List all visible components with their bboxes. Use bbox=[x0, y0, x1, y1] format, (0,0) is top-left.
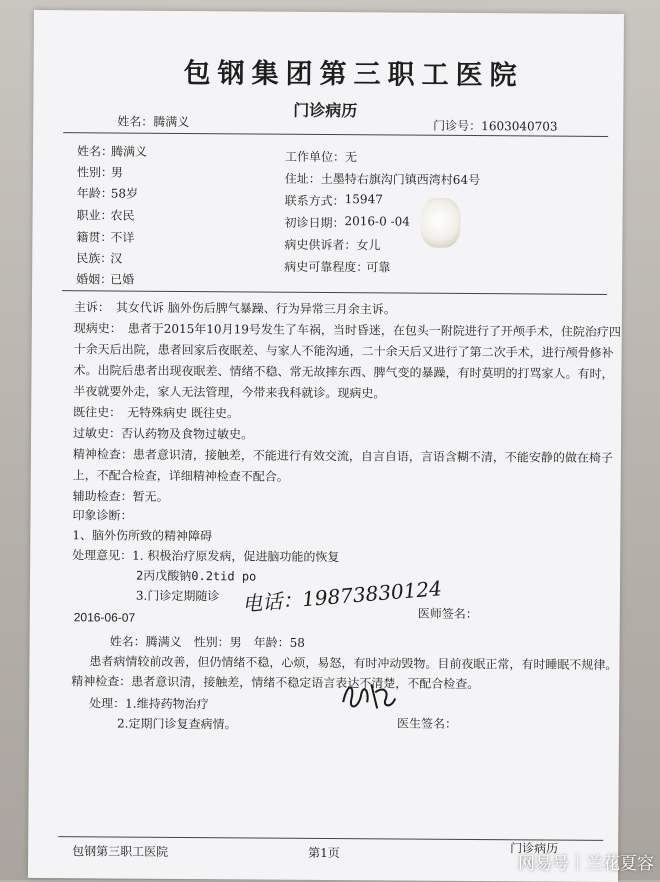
info-label: 初诊日期： bbox=[284, 215, 345, 231]
treatment-plan: 3.门诊定期随诊 bbox=[135, 588, 220, 604]
info-value: 15947 bbox=[344, 192, 383, 207]
info-label: 性别： bbox=[76, 165, 113, 180]
past-history: 既往史： 无特殊病史 既往史。 bbox=[73, 405, 240, 421]
paper-stain bbox=[420, 198, 460, 248]
info-value: 可靠 bbox=[366, 260, 391, 275]
followup-mental-exam: 精神检查：患者意识清，接触差，情绪不稳定语言表达不清楚，不配合检查。 bbox=[71, 674, 480, 692]
clinic-number: 门诊号：1603040703 bbox=[433, 118, 558, 134]
info-label: 职业： bbox=[76, 208, 113, 223]
doctor-handwritten-signature bbox=[337, 672, 401, 718]
info-value: 女儿 bbox=[356, 238, 381, 253]
doctor-signature-label: 医生签名： bbox=[396, 716, 458, 731]
followup-patient-line: 姓名：腾满义 性别：男 年龄：58 bbox=[109, 634, 305, 650]
mental-exam-line: 上，不配合检查，详细精神检查不配合。 bbox=[72, 468, 289, 484]
info-value: 2016-0 -04 bbox=[344, 214, 410, 229]
info-label: 婚姻： bbox=[76, 272, 113, 287]
header-name: 姓名：腾满义 bbox=[117, 114, 190, 130]
present-history-line: 术。出院后患者出现夜眠差、情绪不稳、常无故摔东西、脾气变的暴躁，有时莫明的打骂家人。有时， bbox=[73, 363, 614, 381]
info-label: 籍贯： bbox=[76, 230, 113, 245]
info-value: 农民 bbox=[110, 208, 135, 223]
info-label: 联系方式： bbox=[284, 193, 345, 209]
info-value: 58岁 bbox=[110, 186, 139, 201]
handwritten-phone: 电话：19873830124 bbox=[241, 576, 443, 617]
info-value: 无 bbox=[344, 150, 358, 165]
medical-record-paper bbox=[28, 10, 624, 882]
present-history-line: 现病史： 患者于2015年10月19号发生了车祸，当时昏迷，在包头一附院进行了开颅手术，住院治疗四 bbox=[73, 321, 621, 340]
info-label: 民族： bbox=[76, 251, 113, 266]
visit-date: 2016-06-07 bbox=[73, 610, 136, 625]
footer-record-type: 门诊病历 bbox=[510, 841, 559, 856]
info-value: 不详 bbox=[110, 230, 135, 245]
info-label: 姓名： bbox=[76, 144, 114, 159]
followup-plan: 处理：1.维持药物治疗 bbox=[89, 696, 209, 712]
hospital-title: 包钢集团第三职工医院 bbox=[183, 57, 524, 92]
impression-label: 印象诊断： bbox=[72, 508, 133, 523]
info-label: 年龄： bbox=[76, 186, 113, 201]
treatment-plan: 处理意见：1. 积极治疗原发病，促进脑功能的恢复 bbox=[72, 548, 340, 565]
watermark: 网易号｜兰花夏容 bbox=[518, 854, 654, 874]
info-label: 病史可靠程度： bbox=[284, 259, 369, 275]
treatment-plan: 2丙戊酸钠0.2tid po bbox=[136, 568, 257, 584]
info-value: 已婚 bbox=[110, 272, 135, 287]
record-type-title: 门诊病历 bbox=[293, 100, 358, 121]
info-value: 腾满义 bbox=[110, 144, 148, 159]
chief-complaint: 主诉： 其女代诉 脑外伤后脾气暴躁、行为异常三月余主诉。 bbox=[73, 300, 396, 317]
present-history-line: 十余天后出院，患者回家后夜眠差、与家人不能沟通，二十余天后又进行了第二次手术，进行颅骨修补 bbox=[73, 342, 614, 360]
footer-hospital: 包钢第三职工医院 bbox=[72, 844, 169, 859]
present-history-line: 半夜就要外走，家人无法管理，今带来我科就诊。现病史。 bbox=[73, 384, 386, 401]
info-label: 工作单位： bbox=[284, 149, 346, 165]
auxiliary-exam: 辅助检查：暂无。 bbox=[72, 489, 169, 504]
diagnosis: 1、脑外伤所致的精神障碍 bbox=[72, 528, 213, 544]
info-divider bbox=[62, 290, 607, 295]
allergy-history: 过敏史：否认药物及食物过敏史。 bbox=[73, 426, 254, 442]
info-value: 土墨特右旗沟门镇西湾村64号 bbox=[320, 171, 481, 188]
followup-note: 患者病情较前改善，但仍情绪不稳，心烦，易怒，有时冲动毁物。目前夜眠正常，有时睡眠不规律。 bbox=[89, 654, 618, 673]
info-label: 住址： bbox=[284, 171, 321, 186]
info-value: 男 bbox=[110, 165, 123, 180]
mental-exam-line: 精神检查：患者意识清，接触差，不能进行有效交流，自言自语，言语含糊不清，不能安静的做在椅子 bbox=[72, 447, 613, 465]
doctor-signature-label: 医师签名： bbox=[417, 606, 478, 622]
footer-page: 第1页 bbox=[308, 845, 340, 861]
info-value: 汉 bbox=[110, 251, 123, 266]
followup-plan: 2.定期门诊复查病情。 bbox=[116, 716, 237, 732]
info-label: 病史供诉者： bbox=[284, 237, 357, 253]
